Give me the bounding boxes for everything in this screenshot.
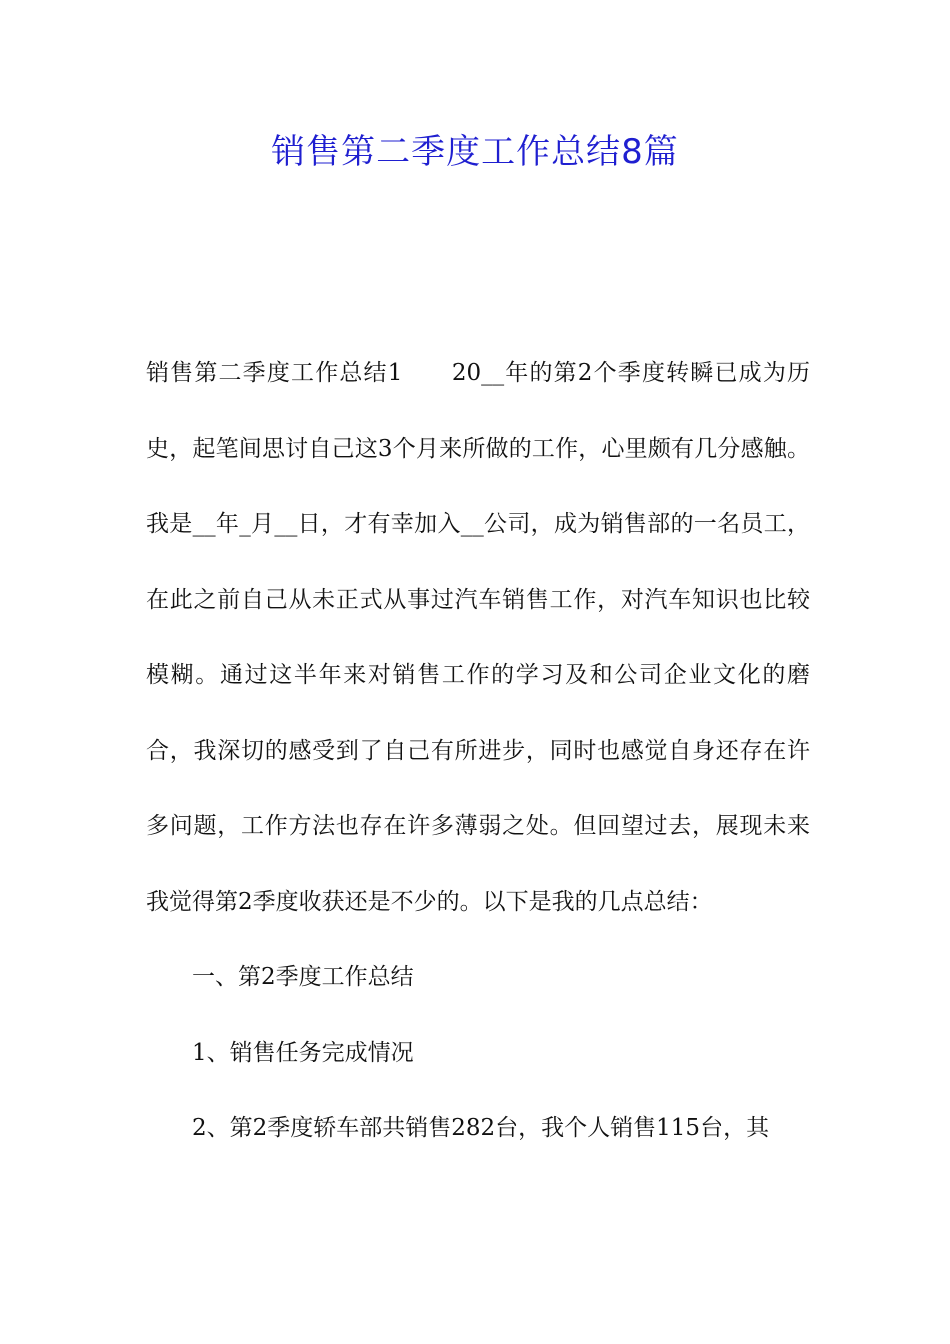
sales-paragraph: 2、第2季度轿车部共销售282台，我个人销售115台，其 <box>192 1115 770 1141</box>
subsection-heading: 1、销售任务完成情况 <box>192 1039 414 1066</box>
intro-paragraph: 销售第二季度工作总结1 20__年的第2个季度转瞬已成为历史，起笔间思讨自己这3个月来所做的工作，心里颇有几分感触。我是__年_月__日，才有幸加入__公司，成为销售部的一名员工，在此之前自己从未正式从事过汽车销售工作，对汽车知识也比较模糊。通过这半年来对销售工作的学习及和公司企业文化的磨合，我深切的感受到了自己有所进步，同时也感觉自身还存在许多问题，工作方法也存在许多薄弱之处。但回望过去，展现未来我觉得第2季度收获还是不少的。以下是我的几点总结： <box>146 360 810 915</box>
document-body <box>146 336 810 1167</box>
section-heading: 一、第2季度工作总结 <box>192 964 414 990</box>
document-title: 销售第二季度工作总结8篇 <box>271 132 679 172</box>
